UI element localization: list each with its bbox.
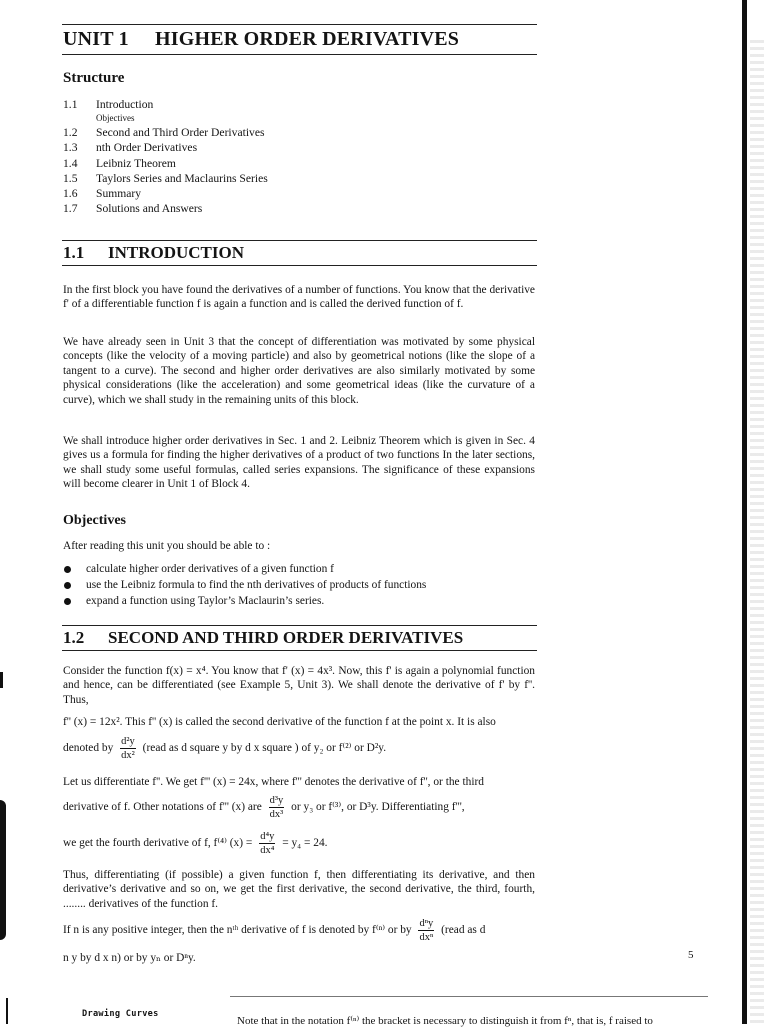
second-line-4: Let us differentiate f''. We get f''' (x) = 24x, where f''' denotes the derivative of f'', or the third [63, 776, 484, 788]
second-line-3: denoted by $\frac{\text{d²y}}{\text{dx²}}$ (read as d square y by d x square ) of y₂ or f⁽²⁾ or D²y. [63, 736, 387, 761]
unit-number: UNIT 1 [63, 28, 129, 50]
fraction-dny-dxn: $\frac{\text{dⁿy}}{\text{dxⁿ}}$ [419, 918, 434, 943]
objectives-heading: Objectives [63, 513, 126, 528]
scan-mark-left-bottom [6, 998, 8, 1024]
list-item: calculate higher order derivatives of a given function f [63, 561, 426, 577]
toc-item: 1.2 Second and Third Order Derivatives [63, 126, 265, 140]
unit-title-text: HIGHER ORDER DERIVATIVES [155, 28, 460, 50]
toc-item: 1.4 Leibniz Theorem [63, 156, 176, 170]
page-number: 5 [688, 949, 694, 961]
intro-paragraph-1: In the first block you have found the derivatives of a number of functions. You know that the derivative f' of a differentiable function f is again a function and is called the derived function of f. [63, 284, 535, 311]
second-line-8: If n is any positive integer, then the nᵗʰ derivative of f is denoted by f⁽ⁿ⁾ or by $\frac{\text{dⁿy}}{\text{dxⁿ}}$ (read as d [63, 918, 486, 943]
second-line-2: f'' (x) = 12x². This f'' (x) is called the second derivative of the function f at the point x. It is also [63, 716, 496, 728]
footer-rule [230, 996, 708, 997]
fraction-d3y-dx3: $\frac{\text{d³y}}{\text{dx³}}$ [269, 795, 284, 820]
fraction-d2y-dx2: $\frac{\text{d²y}}{\text{dx²}}$ [121, 736, 135, 761]
toc-item: 1.5 Taylors Series and Maclaurins Series [63, 171, 268, 185]
intro-heading: 1.1 INTRODUCTION [63, 243, 245, 262]
title-top-rule [62, 24, 537, 25]
intro-bottom-rule [62, 265, 537, 266]
second-bottom-rule [62, 650, 537, 651]
second-paragraph-2: Thus, differentiating (if possible) a given function f, then differentiating its derivative, and then derivative’s derivative and so on, we get the first derivative, the second derivative, the third, fourth, ........ derivatives of the function f. [63, 869, 535, 910]
objectives-list [63, 561, 426, 609]
objectives-lead: After reading this unit you should be able to : [63, 540, 271, 552]
second-line-6: we get the fourth derivative of f, f⁽⁴⁾ (x) = $\frac{\text{d⁴y}}{\text{dx⁴}}$ = y₄ = 24. [63, 831, 328, 856]
scan-edge-left [0, 800, 6, 940]
toc-item: 1.1 Introduction [63, 98, 154, 111]
second-heading: 1.2 SECOND AND THIRD ORDER DERIVATIVES [63, 628, 464, 647]
toc-item: 1.7 Solutions and Answers [63, 202, 203, 216]
intro-paragraph-3: We shall introduce higher order derivatives in Sec. 1 and 2. Leibniz Theorem which is given in Sec. 4 gives us a formula for finding the higher derivatives of a product of two functions In the later sections, we shall study some useful formulas, called series expansions. The significance of these expansions will become clearer in Unit 1 of Block 4. [63, 435, 535, 491]
list-item: expand a function using Taylor’s Maclaurin’s series. [63, 593, 426, 609]
second-paragraph-1: Consider the function f(x) = x⁴. You know that f' (x) = 4x³. Now, this f' is again a polynomial function and hence, can be differentiated (see Example 5, Unit 3). We shall denote the derivative of f' by f''. Thus, [63, 665, 535, 706]
list-item: use the Leibniz formula to find the nth derivatives of products of functions [63, 577, 426, 593]
bullet-icon [64, 598, 71, 605]
toc-item: Objectives [96, 113, 135, 124]
footer-note: Note that in the notation f⁽ⁿ⁾ the bracket is necessary to distinguish it from fⁿ, that is, f raised to [237, 1015, 653, 1027]
title-bottom-rule [62, 54, 537, 55]
scan-noise-right [750, 40, 764, 1024]
toc-item: 1.6 Summary [63, 187, 142, 201]
unit-title [63, 28, 459, 51]
bullet-icon [64, 566, 71, 573]
second-line-9: n y by d x n) or by yₙ or Dⁿy. [63, 952, 196, 964]
intro-paragraph-2: We have already seen in Unit 3 that the concept of differentiation was motivated by some physical concepts (like the velocity of a moving particle) and also by geometrical notions (like the slope of a tangent to a curve). The second and higher order derivatives are also similarly motivated by some physical considerations (like the acceleration) and some geometrical ideas (like the curvature of a curve), which we shall study in the remaining units of this block. [63, 336, 535, 406]
bullet-icon [64, 582, 71, 589]
footer-running-head: Drawing Curves [82, 1009, 159, 1019]
intro-top-rule [62, 240, 537, 241]
structure-list [63, 97, 268, 216]
toc-item: 1.3 nth Order Derivatives [63, 141, 198, 155]
scan-edge-right [742, 0, 747, 1024]
second-line-5: derivative of f. Other notations of f''' (x) are $\frac{\text{d³y}}{\text{dx³}}$ or y₃ or f⁽³⁾, or D³y. Differentiating f''', [63, 795, 465, 820]
fraction-d4y-dx4: $\frac{\text{d⁴y}}{\text{dx⁴}}$ [260, 831, 275, 856]
structure-heading: Structure [63, 70, 125, 86]
second-top-rule [62, 625, 537, 626]
scan-mark-left [0, 672, 3, 688]
